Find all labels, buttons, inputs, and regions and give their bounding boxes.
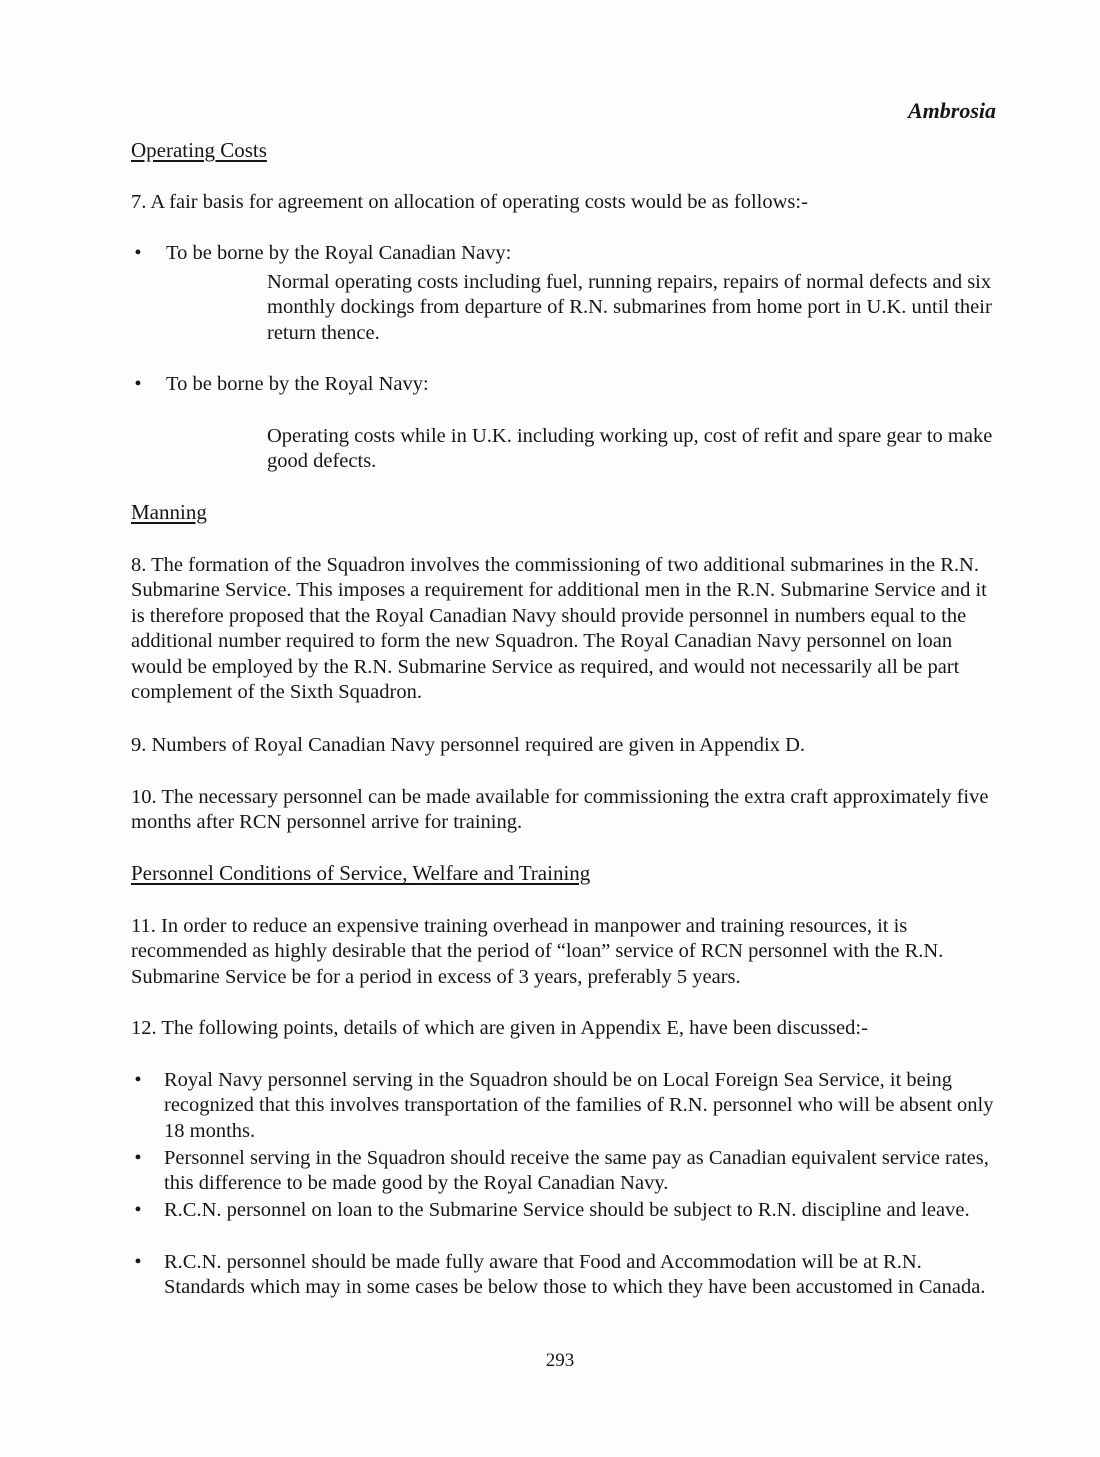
- paragraph-9: 9. Numbers of Royal Canadian Navy personnel required are given in Appendix D.: [131, 734, 806, 756]
- rcn-costs-detail: Normal operating costs including fuel, running repairs, repairs of normal defects and six monthly dockings from departure of R.N. submarines from home port in U.K. until their return thence.: [267, 271, 992, 344]
- paragraph-12: 12. The following points, details of which are given in Appendix E, have been discussed:-: [131, 1017, 868, 1039]
- bullet-label: To be borne by the Royal Navy:: [166, 373, 429, 395]
- paragraph-11: 11. In order to reduce an expensive training overhead in manpower and training resources, it is recommended as highly desirable that the period of “loan” service of RCN personnel with the R.N. Submarine Service be for a period in excess of 3 years, preferably 5 years.: [131, 915, 944, 988]
- bullet-icon: •: [134, 242, 142, 264]
- paragraph-8: 8. The formation of the Squadron involves the commissioning of two additional submarines in the R.N. Submarine Service. This imposes a requirement for additional men in the R.N. Submarine Service and it is therefore proposed that the Royal Canadian Navy should provide personnel in numbers equal to the additional number required to form the new Squadron. The Royal Canadian Navy personnel on loan would be employed by the R.N. Submarine Service as required, and would not necessarily all be part complement of the Sixth Squadron.: [131, 554, 987, 704]
- bullet-icon: •: [134, 373, 142, 395]
- bullet-icon: •: [134, 1069, 142, 1091]
- section-heading-manning: Manning: [131, 500, 207, 524]
- section-heading-personnel: Personnel Conditions of Service, Welfare and Training: [131, 861, 591, 885]
- bullet-label: To be borne by the Royal Canadian Navy:: [166, 242, 512, 264]
- bullet-icon: •: [134, 1199, 142, 1221]
- page-number: 293: [545, 1350, 575, 1371]
- list-item-text: Personnel serving in the Squadron should receive the same pay as Canadian equivalent service rates, this difference to be made good by the Royal Canadian Navy.: [164, 1147, 989, 1195]
- list-item-text: R.C.N. personnel on loan to the Submarine Service should be subject to R.N. discipline and leave.: [164, 1199, 970, 1221]
- list-item-text: R.C.N. personnel should be made fully aware that Food and Accommodation will be at R.N. Standards which may in some cases be below those to which they have been accustomed in Canada.: [164, 1251, 986, 1299]
- paragraph-10: 10. The necessary personnel can be made available for commissioning the extra craft approximately five months after RCN personnel arrive for training.: [131, 786, 989, 834]
- section-heading-operating-costs: Operating Costs: [131, 138, 267, 162]
- bullet-icon: •: [134, 1147, 142, 1169]
- list-item-text: Royal Navy personnel serving in the Squadron should be on Local Foreign Sea Service, it being recognized that this involves transportation of the families of R.N. personnel who will be absent only 18 months.: [164, 1069, 994, 1142]
- paragraph-7: 7. A fair basis for agreement on allocation of operating costs would be as follows:-: [131, 191, 808, 213]
- bullet-icon: •: [134, 1251, 142, 1273]
- rn-costs-detail: Operating costs while in U.K. including working up, cost of refit and spare gear to make good defects.: [267, 425, 993, 473]
- running-head: Ambrosia: [907, 98, 996, 123]
